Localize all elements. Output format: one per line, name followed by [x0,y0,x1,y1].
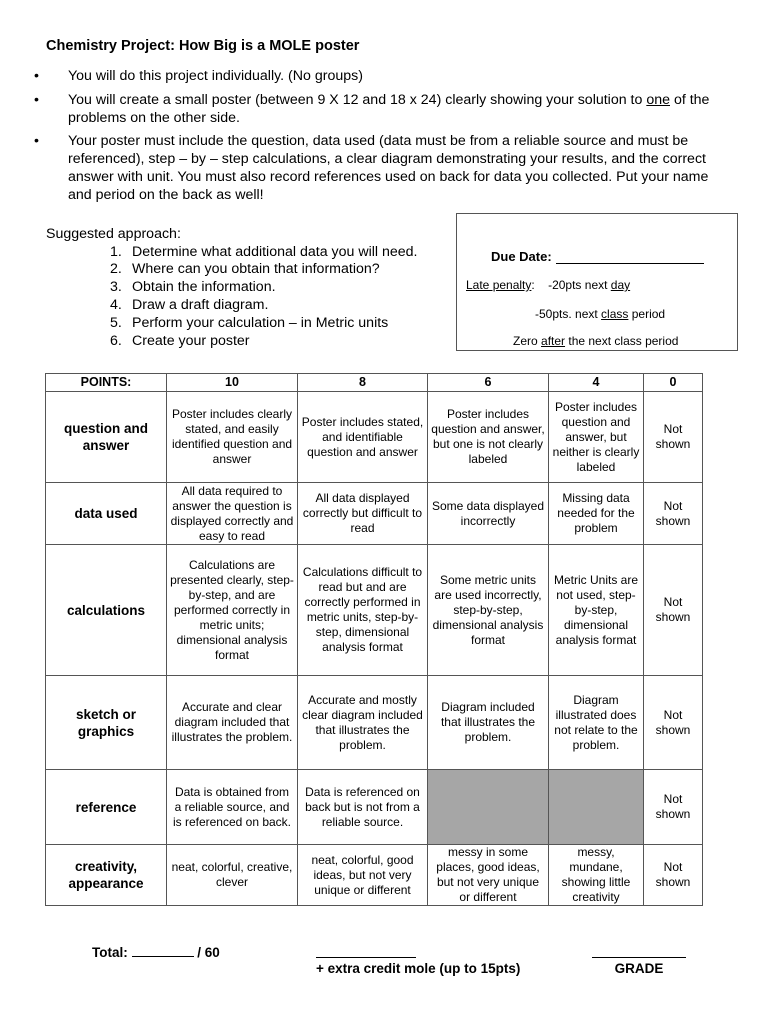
rubric-cell: neat, colorful, creative, clever [167,845,298,906]
due-date-blank[interactable] [556,251,704,264]
header-cell: 6 [428,374,549,392]
rubric-cell-shaded [549,770,644,845]
rubric-cell-shaded [428,770,549,845]
rubric-cell: Not shown [644,676,703,770]
rubric-cell: Metric Units are not used, step-by-step, dimensional analysis format [549,545,644,676]
extra-credit-blank[interactable] [316,945,416,958]
header-cell: POINTS: [46,374,167,392]
bullet-icon: • [34,133,39,150]
suggested-heading: Suggested approach: [46,226,181,242]
step-item: 1. Determine what additional data you will need. [110,243,418,260]
rubric-cell: All data displayed correctly but difficult to read [298,483,428,545]
step-item: 4. Draw a draft diagram. [110,296,269,313]
rubric-header-row [46,374,703,392]
grade-blank[interactable] [592,945,686,958]
rubric-cell: Diagram illustrated does not relate to the problem. [549,676,644,770]
step-item: 2. Where can you obtain that information? [110,261,380,278]
steps-list [46,244,418,351]
header-cell: 0 [644,374,703,392]
rubric-cell: Poster includes stated, and identifiable question and answer [298,392,428,483]
header-cell: 10 [167,374,298,392]
rubric-cell: Poster includes question and answer, but neither is clearly labeled [549,392,644,483]
rubric-cell: Accurate and clear diagram included that illustrates the problem. [167,676,298,770]
rubric-cell: Not shown [644,770,703,845]
rubric-cell: Data is obtained from a reliable source, and is referenced on back. [167,770,298,845]
rubric-cell: messy in some places, good ideas, but not very unique or different [428,845,549,906]
instruction-item: • Your poster must include the question, data used (data must be from a reliable source and must be referenced), step – by – step calculations, a clear diagram demonstrating your results, and the correct answer with unit. You must also record references used on back for data you collected. Put your name and period on the back as well! [34,133,709,203]
due-date-field[interactable]: Due Date: [491,249,704,264]
penalty-zero-line: Zero after the next class period [513,334,679,348]
instructions-list [30,68,730,211]
rubric-cell: messy, mundane, showing little creativity [549,845,644,906]
rubric-cell: Not shown [644,392,703,483]
extra-credit: + extra credit mole (up to 15pts) [316,945,520,976]
bullet-icon: • [34,91,39,108]
rubric-row [46,676,703,770]
rubric-row [46,845,703,906]
rubric-cell: Calculations are presented clearly, step-by-step, and are performed correctly in metric units; dimensional analysis format [167,545,298,676]
rubric-cell: Missing data needed for the problem [549,483,644,545]
rubric-cell: Some metric units are used incorrectly, step-by-step, dimensional analysis format [428,545,549,676]
suggested-approach [46,226,418,350]
rubric-cell: Accurate and mostly clear diagram included that illustrates the problem. [298,676,428,770]
bullet-icon: • [34,68,39,84]
rubric-cell: Poster includes question and answer, but one is not clearly labeled [428,392,549,483]
rubric-cell: Some data displayed incorrectly [428,483,549,545]
instruction-item: • You will do this project individually. (No groups) [34,68,363,84]
row-label: question and answer [46,392,167,483]
instruction-item: • You will create a small poster (between 9 X 12 and 18 x 24) clearly showing your solution to one of the problems on the other side. [34,91,710,126]
grade: GRADE [592,945,686,976]
rubric-cell: Calculations difficult to read but and are correctly performed in metric units, step-by-step, dimensional analysis format [298,545,428,676]
row-label: sketch or graphics [46,676,167,770]
rubric-cell: Poster includes clearly stated, and easily identified question and answer [167,392,298,483]
step-item: 6. Create your poster [110,332,250,349]
rubric-cell: Data is referenced on back but is not from a reliable source. [298,770,428,845]
document-title: Chemistry Project: How Big is a MOLE poster [46,38,360,54]
rubric-cell: Not shown [644,545,703,676]
rubric-table [45,373,703,906]
total-blank[interactable] [132,956,194,957]
late-penalty-line: Late penalty: -20pts next day [466,278,631,292]
row-label: creativity, appearance [46,845,167,906]
rubric-row [46,483,703,545]
rubric-row [46,545,703,676]
step-item: 5. Perform your calculation – in Metric units [110,314,389,331]
total-score: Total: / 60 [92,945,220,960]
header-cell: 4 [549,374,644,392]
header-cell: 8 [298,374,428,392]
penalty-class-line: -50pts. next class period [535,307,666,321]
row-label: data used [46,483,167,545]
row-label: calculations [46,545,167,676]
rubric-cell: neat, colorful, good ideas, but not very unique or different [298,845,428,906]
rubric-cell: Diagram included that illustrates the problem. [428,676,549,770]
due-date-box [456,213,738,351]
rubric-cell: Not shown [644,483,703,545]
rubric-row [46,392,703,483]
rubric-cell: Not shown [644,845,703,906]
rubric-row [46,770,703,845]
step-item: 3. Obtain the information. [110,279,276,296]
row-label: reference [46,770,167,845]
rubric-cell: All data required to answer the question is displayed correctly and easy to read [167,483,298,545]
